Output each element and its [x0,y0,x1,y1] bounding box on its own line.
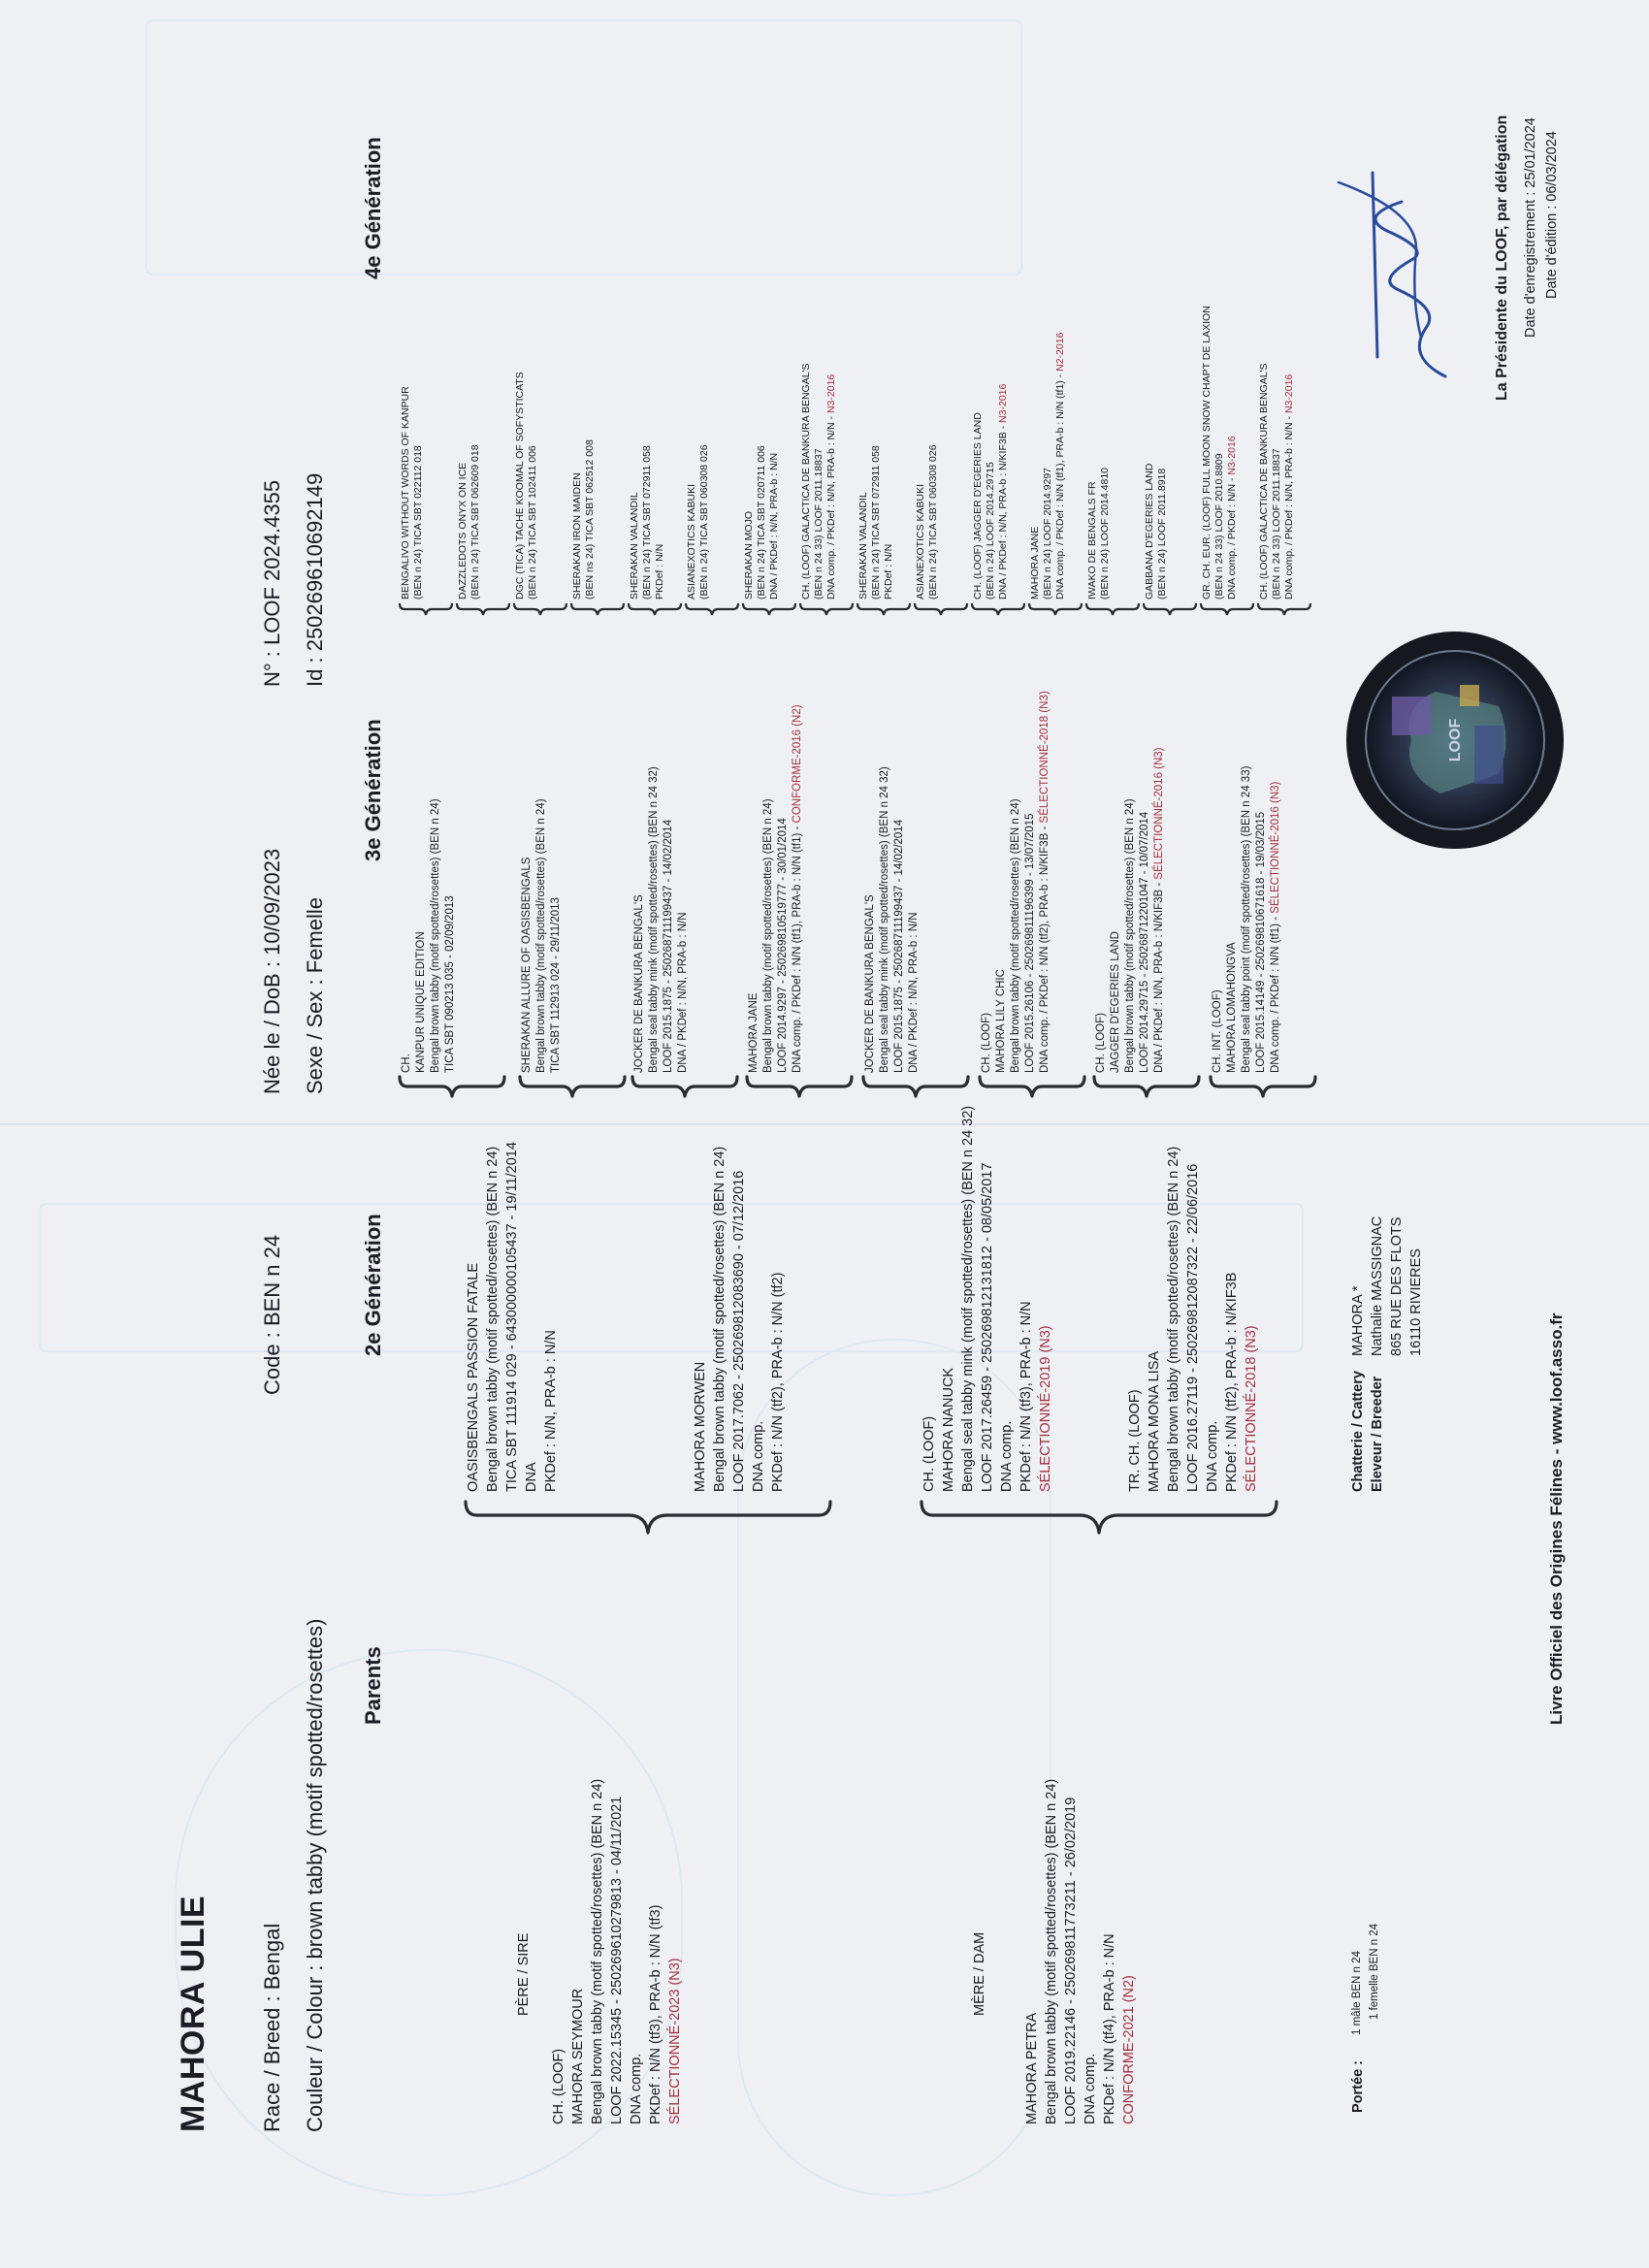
gen3-line: CH. [401,1053,412,1073]
gen2-line: TICA SBT 111914 029 - 643000000105437 - 19/11/2014 [504,1142,520,1492]
gen3-status: SÉLECTIONNÉ-2016 (N3) [1153,747,1165,880]
gen3-entry [632,766,691,1073]
gen4-line: SHERAKAN IRON MAIDEN [571,472,583,599]
gen4-entry [800,363,838,599]
gen4-line [997,384,1010,599]
gen2-line: DNA [524,1462,539,1492]
gen4-line: (BEN n 24) TICA SBT 022112 018 [412,445,424,599]
code-label: Code : [260,1332,284,1395]
gen3-line: MAHORA LILY CHIC [995,969,1007,1073]
gen3-line: Bengal seal tabby point (motif spotted/rosettes) (BEN n 24 33) [1241,765,1252,1073]
gen3-brace [978,1065,1086,1123]
gen4-line: (BEN n 24) TICA SBT 102411 006 [527,445,538,599]
gen3-line: CH. INT. (LOOF) [1212,989,1223,1073]
gen2-line: PKDef : N/N, PRA-b : N/N [543,1330,559,1492]
gen3-brace [1209,1065,1317,1123]
gen4-status: N3-2016 [997,383,1009,423]
gen2-line: Bengal brown tabby (motif spotted/rosettes) (BEN n 24) [1166,1146,1181,1492]
gen4-brace [913,598,969,627]
gen3-line: Bengal seal tabby mink (motif spotted/rosettes) (BEN n 24 32) [648,766,660,1073]
gen3-brace [630,1065,739,1123]
gen4-line: DGC (TICA) TACHE KOOMAL OF SOFYSTICATS [514,372,526,599]
gen4-line: (BEN n 24) LOOF 2011.8918 [1156,468,1168,599]
gen4-line: SHERAKAN VALANDIL [857,492,869,599]
id-label: Id : [303,657,327,687]
gen4-brace [856,598,912,627]
breed-row [260,1924,285,2132]
signature-icon [1319,163,1465,396]
gen4-line: DNA / PKDef : N/N, PRA-b : N/N [768,452,780,599]
dob-label: Née le / DoB : [260,961,284,1094]
colour-value: brown tabby (motif spotted/rosettes) [303,1618,327,1960]
gen3-line: DNA / PKDef : N/N, PRA-b : N/N [677,912,689,1073]
litter-block [1348,1822,1387,2113]
registration-date: Date d'enregistrement : 25/01/2024 [1523,117,1538,338]
gen4-line: (BEN n 24) LOOF 2014.9297 [1042,468,1053,599]
sire-line: MAHORA SEYMOUR [570,1988,586,2124]
gen4-line [825,363,838,599]
gen4-line: GR. CH. EUR. (LOOF) FULL MOON SNOW CHAPT DE LAXION [1201,306,1212,599]
gen3-line: LOOF 2014.29715 - 250268712201047 - 10/07/2014 [1139,811,1150,1073]
breeder-label: Eleveur / Breeder [1370,1376,1385,1492]
gen4-line [1226,306,1239,599]
gen3-line-text: DNA / PKDef : N/N, PRA-b : N/KIF3B - [1153,882,1165,1073]
gen3-line: JOCKER DE BANKURA BENGAL'S [864,894,876,1073]
gen4-line-text: DNA comp. / PKDef : N/N, PRA-b : N/N - [825,415,837,599]
loof-number-label: N° : [260,651,284,687]
seal-text: LOOF [1447,718,1464,762]
gen4-line: GABBANA D'EGERIES LAND [1144,463,1155,599]
breeder-line: Nathalie MASSIGNAC [1370,1215,1385,1356]
gen4-entry [743,445,781,599]
litter-line: 1 mâle BEN n 24 [1351,1951,1363,2035]
gen3-entry [863,766,922,1073]
dam-line: PKDef : N/N (tf4), PRA-b : N/N [1102,1933,1117,2124]
gen2-line: MAHORA MONA LISA [1147,1350,1162,1492]
gen4-line: SHERAKAN MOJO [743,510,755,599]
gen3-line: Bengal brown tabby (motif spotted/rosettes) (BEN n 24) [762,798,774,1073]
dam-line: Bengal brown tabby (motif spotted/rosettes) (BEN n 24) [1044,1778,1059,2124]
sire-line: DNA comp. [629,2053,644,2124]
gen3-entry [980,691,1052,1073]
gen4-line: (BEN n 24) TICA SBT 060308 026 [698,444,710,599]
sire-line: PKDef : N/N (tf3), PRA-b : N/N (tf3) [648,1904,663,2124]
gen4-entry [857,445,895,599]
gen4-line: ASIANEXOTICS KABUKI [686,483,697,599]
gen4-entry [571,439,597,599]
gen3-brace [398,1065,506,1123]
gen3-line [1152,747,1167,1073]
gen3-line: LOOF 2015.26106 - 250269811196399 - 13/07/2015 [1024,813,1036,1073]
gen2-line: DNA comp. [1205,1420,1220,1492]
gen4-brace [741,598,797,627]
cattery-value: MAHORA * [1350,1285,1366,1356]
gen4-line [1054,333,1067,599]
gen3-brace [861,1065,970,1123]
gen4-line: (BEN n 24) TICA SBT 060308 026 [927,444,939,599]
gen3-heading: 3e Génération [361,719,385,861]
colour-label: Couleur / Colour : [303,1964,327,2132]
gen2-line: OASISBENGALS PASSION FATALE [466,1262,481,1492]
gen4-brace [569,598,626,627]
gen2-brace-dam [920,1482,1278,1647]
gen2-line: CH. (LOOF) [922,1415,937,1492]
gen3-status: CONFORME-2016 (N2) [792,704,803,824]
breeder-line: 16110 RIVIERES [1408,1248,1424,1356]
sire-line: LOOF 2022.15345 - 250269610279813 - 04/11/2021 [609,1796,625,2124]
cattery-label: Chatterie / Cattery [1350,1371,1366,1492]
gen4-line: (BEN n 24 33) LOOF 2010.8809 [1213,453,1225,599]
gen4-line-text: DNA / PKDef : N/N, PRA-b : N/KIF3B - [997,425,1009,599]
dam-line: MAHORA PETRA [1024,2012,1040,2124]
gen3-line-text: DNA comp. / PKDef : N/N (tf1), PRA-b : N/N (tf1) - [792,826,803,1073]
gen3-line: SHERAKAN ALLURE OF OASISBENGALS [521,857,533,1073]
gen4-entry [1029,333,1067,599]
gen4-entry [915,444,940,599]
id-row [303,473,328,687]
gen4-line: (BEN ns 24) TICA SBT 062512 008 [584,439,596,599]
gen4-line: PKDef : N/N [883,543,894,599]
gen4-line: ASIANEXOTICS KABUKI [915,483,926,599]
gen4-entry [686,444,711,599]
gen3-line: LOOF 2014.9297 - 250269810519777 - 30/01/2014 [777,818,789,1073]
gen3-brace [1092,1065,1201,1123]
sire-line: CH. (LOOF) [551,2048,566,2124]
gen4-status: N3-2016 [1283,373,1295,414]
colour-row [303,1619,328,2132]
gen2-brace-sire [464,1482,832,1647]
gen4-brace [455,598,511,627]
gen3-line: KANPUR UNIQUE EDITION [415,931,427,1073]
gen3-line: Bengal brown tabby (motif spotted/rosettes) (BEN n 24) [1010,798,1021,1073]
sire-entry [549,1779,685,2124]
gen2-line: LOOF 2016.27119 - 250269812087322 - 22/06/2016 [1185,1163,1201,1492]
id-value: 250269610692149 [303,472,327,652]
gen2-line: DNA comp. [999,1420,1015,1492]
gen3-line: Bengal brown tabby (motif spotted/rosettes) (BEN n 24) [430,798,441,1073]
gen3-line-text: DNA comp. / PKDef : N/N (tf2), PRA-b : N/KIF3B - [1039,826,1051,1073]
gen2-line: DNA comp. [751,1420,766,1492]
gen3-status: SÉLECTIONNÉ-2016 (N3) [1270,781,1281,914]
gen2-line: PKDef : N/N (tf2), PRA-b : N/KIF3B [1224,1272,1240,1492]
gen4-line: MAHORA JANE [1029,526,1041,599]
gen3-entry [1211,766,1283,1073]
gen3-line: LOOF 2015.1875 - 250268711199437 - 14/02/2014 [893,819,905,1073]
dam-line: DNA comp. [1083,2053,1098,2124]
edition-date: Date d'édition : 06/03/2024 [1544,131,1560,299]
loof-number-value: LOOF 2024.4355 [260,479,284,645]
gen3-entry [747,704,805,1073]
gen3-line: LOOF 2015.14149 - 250269810671618 - 19/03/2015 [1255,811,1267,1073]
gen4-entry [457,444,482,599]
gen4-entry [629,445,666,599]
cattery-breeder-block [1348,1085,1445,1492]
gen4-line: (BEN n 24 33) LOOF 2011.18837 [813,448,824,599]
gen3-line: JAGGER D'EGERIES LAND [1110,931,1121,1073]
dam-role: MÈRE / DAM [972,1931,987,2016]
parents-heading: Parents [361,1646,385,1725]
gen4-line: PKDef : N/N [654,543,665,599]
sex-label: Sexe / Sex : [303,979,327,1094]
gen3-line: Bengal brown tabby (motif spotted/rosettes) (BEN n 24) [535,798,547,1073]
gen3-line: TICA SBT 090213 035 - 02/09/2013 [444,895,456,1073]
president-text: La Présidente du LOOF, par délégation [1494,114,1510,401]
gen2-entry [920,1106,1055,1492]
gen4-line: (BEN n 24) TICA SBT 072911 058 [641,445,653,599]
gen2-line: Bengal seal tabby mink (motif spotted/rosettes) (BEN n 24 32) [960,1105,976,1492]
gen3-brace [518,1065,627,1123]
gen2-line: MAHORA NANUCK [941,1367,956,1492]
gen4-brace [398,598,454,627]
gen4-entry [1144,464,1169,599]
footer-text: Livre Officiel des Origines Félines - www.loof.asso.fr [1547,1312,1566,1725]
gen4-brace [627,598,683,627]
sex-value: Femelle [303,897,327,974]
sire-status: SÉLECTIONNÉ-2023 (N3) [667,1958,683,2124]
gen2-line: Bengal brown tabby (motif spotted/rosettes) (BEN n 24) [712,1146,728,1492]
gen4-heading: 4e Génération [361,137,385,279]
gen4-status: N3-2016 [825,373,837,414]
gen2-line: LOOF 2017.26459 - 250269812131812 - 08/05/2017 [980,1162,995,1492]
gen4-line: (BEN n 24) TICA SBT 020711 006 [756,445,767,599]
gen3-line: Bengal seal tabby mink (motif spotted/rosettes) (BEN n 24 32) [879,766,890,1073]
code-row [260,1235,285,1395]
gen3-line [1269,766,1283,1073]
gen3-brace [745,1065,854,1123]
dob-row [260,849,285,1094]
gen3-line: CH. (LOOF) [981,1013,992,1073]
gen4-entry [400,386,425,599]
gen2-line: Bengal brown tabby (motif spotted/rosettes) (BEN n 24) [485,1146,501,1492]
loof-number-row [260,480,285,687]
gen4-line: (BEN n 24) TICA SBT 072911 058 [870,445,882,599]
gen4-brace [512,598,568,627]
gen4-status: N3-2016 [1226,436,1238,475]
hologram-seal-icon [1343,629,1567,852]
gen4-brace [1084,598,1141,627]
gen4-entry [1258,363,1296,599]
gen2-line: MAHORA MORWEN [693,1361,708,1492]
gen2-line: PKDef : N/N (tf2), PRA-b : N/N (tf2) [770,1272,786,1492]
gen4-line: (BEN n 24) TICA SBT 062609 018 [469,444,481,599]
gen2-entry [691,1147,788,1492]
gen4-line-text: DNA comp. / PKDef : N/N, PRA-b : N/N - [1283,415,1295,599]
code-value: BEN n 24 [260,1234,284,1327]
gen3-line: MAHORA JANE [748,992,760,1073]
gen4-line: IWAKO DE BENGALS FR [1086,481,1098,599]
gen2-entry [1125,1147,1261,1492]
gen4-brace [1142,598,1198,627]
gen4-line-text: DNA comp. / PKDef : N/N (tf1), PRA-b : N/N (tf1) - [1054,373,1066,599]
gen4-line: (BEN n 24) LOOF 2014.4810 [1099,468,1111,599]
gen4-brace [684,598,740,627]
gen3-line: DNA / PKDef : N/N, PRA-b : N/N [908,912,920,1073]
gen3-line [791,704,805,1073]
gen3-line [1038,691,1052,1073]
gen4-line: (BEN n 24 33) LOOF 2011.18837 [1271,448,1282,599]
gen2-status: SÉLECTIONNÉ-2018 (N3) [1244,1325,1259,1492]
litter-line: 1 femelle BEN n 24 [1369,1923,1380,2020]
gen4-line: BENGALIVO WITHOUT WORDS OF KANPUR [400,386,411,599]
gen2-entry [464,1142,561,1492]
dam-entry [1022,1779,1139,2124]
gen3-entry [520,798,564,1073]
gen3-line: MAHORA LOMAHONGVA [1226,942,1238,1073]
gen4-line: DAZZLEDOTS ONYX ON ICE [457,462,469,599]
gen4-brace [970,598,1026,627]
gen4-entry [972,384,1010,599]
gen2-line: PKDef : N/N (tf3), PRA-b : N/N [1018,1301,1034,1492]
litter-label: Portée : [1350,2060,1366,2113]
dam-line: LOOF 2019.22146 - 250269811773211 - 26/02/2019 [1063,1797,1079,2124]
gen4-brace [1027,598,1083,627]
gen3-entry [400,798,458,1073]
gen4-line: SHERAKAN VALANDIL [629,492,640,599]
gen3-line-text: DNA comp. / PKDef : N/N (tf1) - [1270,916,1281,1073]
gen2-status: SÉLECTIONNÉ-2019 (N3) [1038,1325,1053,1492]
gen4-line: CH. (LOOF) GALACTICA DE BANKURA BENGAL'S [800,363,812,599]
breeder-line: 865 RUE DES FLOTS [1389,1216,1405,1356]
gen4-entry [1086,468,1112,599]
gen4-status: N2-2016 [1054,332,1066,372]
gen4-brace [798,598,855,627]
cat-name: MAHORA ULIE [175,1895,211,2132]
gen3-line: Bengal brown tabby (motif spotted/rosettes) (BEN n 24) [1124,798,1136,1073]
gen4-line [1283,363,1296,599]
gen3-line: LOOF 2015.1875 - 250268711199437 - 14/02/2014 [663,819,674,1073]
sex-row [303,897,328,1094]
gen3-line: CH. (LOOF) [1095,1013,1107,1073]
gen4-line-text: DNA comp. / PKDef : N/N - [1226,477,1238,599]
dam-status: CONFORME-2021 (N2) [1121,1975,1137,2124]
sire-role: PÈRE / SIRE [516,1932,532,2016]
gen2-heading: 2e Génération [361,1214,385,1356]
gen3-status: SÉLECTIONNÉ-2018 (N3) [1039,691,1051,824]
gen4-entry [1201,306,1239,599]
sire-line: Bengal brown tabby (motif spotted/rosettes) (BEN n 24) [590,1778,605,2124]
gen4-line: CH. (LOOF) GALACTICA DE BANKURA BENGAL'S [1258,363,1270,599]
gen4-brace [1256,598,1312,627]
gen4-entry [514,372,539,599]
gen4-brace [1199,598,1255,627]
gen2-line: LOOF 2017.7062 - 250269812083690 - 07/12/2016 [731,1170,747,1492]
gen4-line: (BEN n 24) LOOF 2014.29715 [985,462,996,599]
gen3-entry [1094,747,1167,1073]
gen2-line: TR. CH. (LOOF) [1127,1389,1143,1492]
gen4-line: CH. (LOOF) JAGGER D'EGERIES LAND [972,412,984,599]
breed-value: Bengal [260,1923,284,1991]
dob-value: 10/09/2023 [260,848,284,956]
gen3-line: JOCKER DE BANKURA BENGAL'S [633,894,645,1073]
gen3-line: TICA SBT 112913 024 - 29/11/2013 [550,897,562,1073]
breed-label: Race / Breed : [260,1995,284,2132]
